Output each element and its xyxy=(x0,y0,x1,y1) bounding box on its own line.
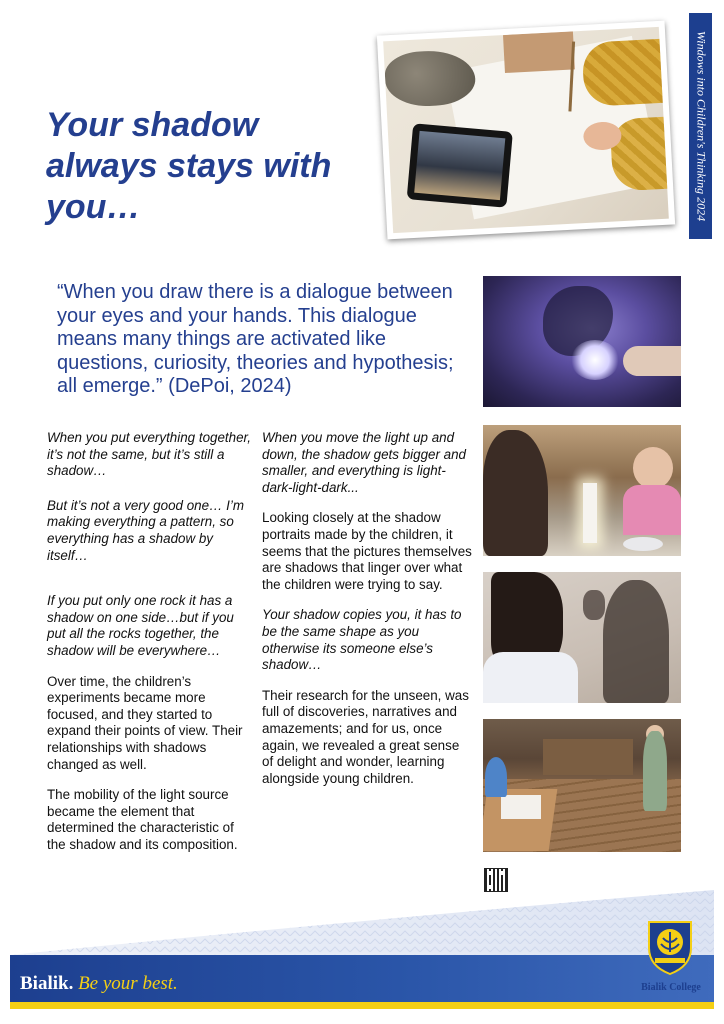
side-tab xyxy=(689,13,712,239)
photo-children-deck xyxy=(483,719,681,852)
hero-photo-drawing-tablet xyxy=(377,21,675,240)
page-title: Your shadow always stays with you… xyxy=(46,106,332,226)
child-quote-2: But it’s not a very good one… I’m making everything a pattern, so everything has a shadow by itself… xyxy=(47,497,244,563)
body-paragraph-4: Their research for the unseen, was full of discoveries, narratives and amazements; and for us, once again, we revealed a great sense of delight and wonder, learning alongside young children. xyxy=(262,687,469,786)
brand-tagline: Be your best. xyxy=(78,973,178,994)
body-paragraph-2: The mobility of the light source became the element that determined the characteristic of the shadow and its composition. xyxy=(47,787,238,852)
college-crest-icon xyxy=(645,918,695,976)
footer-yellow-bar xyxy=(10,1002,714,1009)
child-quote-3: If you put only one rock it has a shadow on one side…but if you put all the rocks together, the shadow will be everywhere… xyxy=(47,593,234,658)
child-quote-1: When you put everything together, it’s not the same, but it’s still a shadow… xyxy=(47,430,251,479)
body-paragraph-1: Over time, the children’s experiments became more focused, and they started to expand their points of view. Their relationships with shadows changed as well. xyxy=(47,673,243,772)
child-quote-5: Your shadow copies you, it has to be the same shape as you otherwise its someone else’s shadow… xyxy=(262,607,462,673)
photo-hand-shadow-light xyxy=(483,276,681,407)
brand-name: Bialik. xyxy=(20,973,74,994)
photo-children-lamp xyxy=(483,425,681,556)
photo-child-shadow-wall xyxy=(483,572,681,703)
right-column xyxy=(262,430,474,801)
side-tab-text: Windows into Children's Thinking 2024 xyxy=(694,30,708,222)
pull-quote: “When you draw there is a dialogue between your eyes and your hands. This dialogue means many things are activated like questions, curiosity, theories and hypothesis; all emerge.” (DePoi, 2024) xyxy=(57,281,454,397)
college-name: Bialik College xyxy=(641,982,701,993)
left-column xyxy=(47,430,253,867)
footer-brand xyxy=(20,973,178,995)
body-paragraph-3: Looking closely at the shadow portraits made by the children, it seems that the pictures themselves are shadows that linger over what the children were trying to say. xyxy=(262,510,472,592)
child-quote-4: When you move the light up and down, the shadow gets bigger and smaller, and everything is light-dark-light-dark... xyxy=(262,430,466,495)
